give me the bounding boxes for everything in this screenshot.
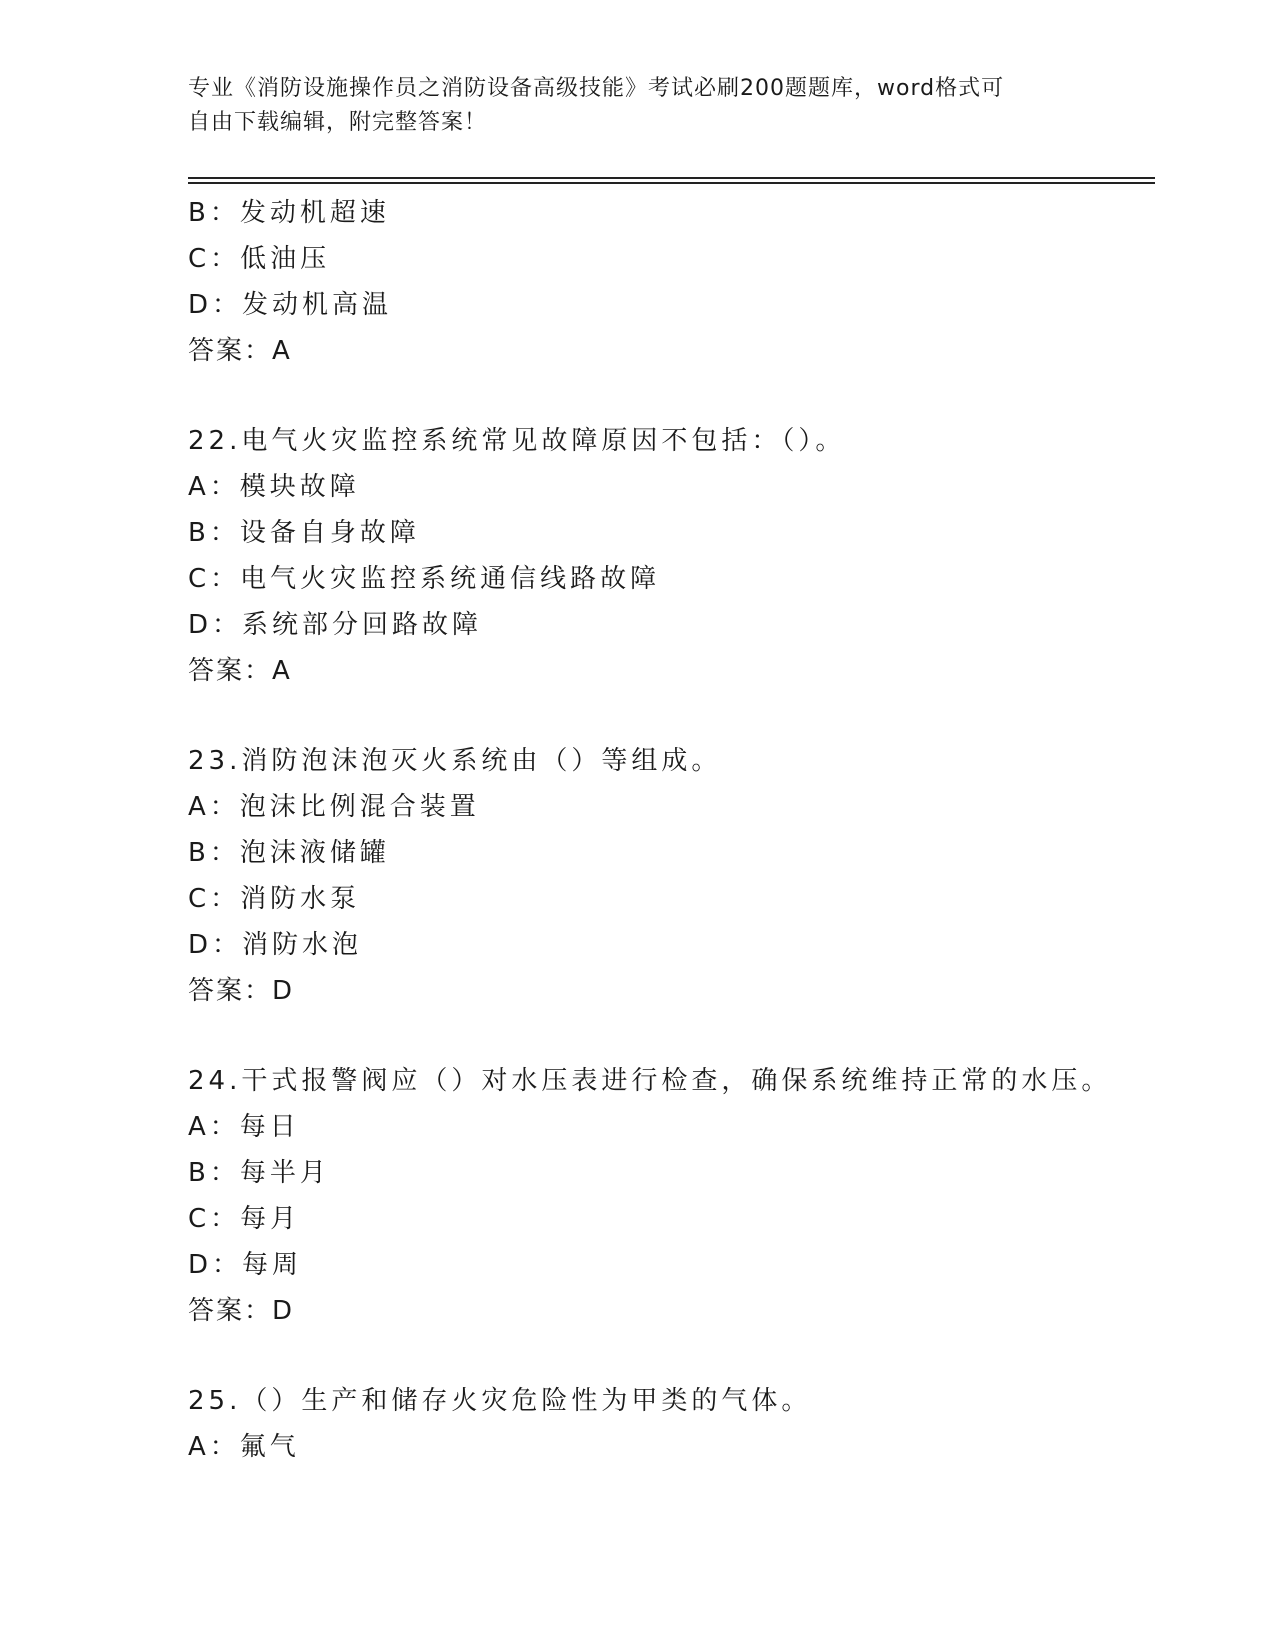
question-23	[188, 738, 1155, 1014]
option-d: D：发动机高温	[188, 290, 393, 320]
option-b: B：泡沫液储罐	[188, 838, 390, 868]
option-c: C：低油压	[188, 244, 331, 274]
question-25	[188, 1378, 1155, 1470]
answer-line: 答案：D	[188, 976, 295, 1006]
option-b: B：每半月	[188, 1158, 330, 1188]
question-list	[188, 190, 1155, 1470]
option-d: D：消防水泡	[188, 930, 363, 960]
option-d: D：每周	[188, 1250, 303, 1280]
question-21-continued	[188, 190, 1155, 374]
option-a: A：模块故障	[188, 472, 360, 502]
answer-line: 答案：A	[188, 336, 292, 366]
option-c: C：消防水泵	[188, 884, 361, 914]
option-a: A：每日	[188, 1112, 300, 1142]
option-c: C：电气火灾监控系统通信线路故障	[188, 564, 661, 594]
header-divider-top	[188, 177, 1155, 179]
question-24	[188, 1058, 1155, 1334]
option-b: B：发动机超速	[188, 198, 390, 228]
question-stem: 22.电气火灾监控系统常见故障原因不包括：（）。	[188, 426, 846, 456]
answer-line: 答案：D	[188, 1296, 295, 1326]
question-stem: 25.（）生产和储存火灾危险性为甲类的气体。	[188, 1386, 812, 1416]
option-c: C：每月	[188, 1204, 301, 1234]
option-d: D：系统部分回路故障	[188, 610, 483, 640]
option-b: B：设备自身故障	[188, 518, 420, 548]
header-line-1: 专业《消防设施操作员之消防设备高级技能》考试必刷200题题库，word格式可	[188, 76, 1005, 101]
answer-line: 答案：A	[188, 656, 292, 686]
header-line-2: 自由下载编辑，附完整答案！	[188, 110, 488, 135]
document-header	[188, 72, 1088, 140]
question-22	[188, 418, 1155, 694]
option-a: A：泡沫比例混合装置	[188, 792, 480, 822]
option-a: A：氟气	[188, 1432, 300, 1462]
question-stem: 24.干式报警阀应（）对水压表进行检查，确保系统维持正常的水压。	[188, 1066, 1112, 1096]
question-stem: 23.消防泡沫泡灭火系统由（）等组成。	[188, 746, 722, 776]
header-divider-bottom	[188, 182, 1155, 184]
